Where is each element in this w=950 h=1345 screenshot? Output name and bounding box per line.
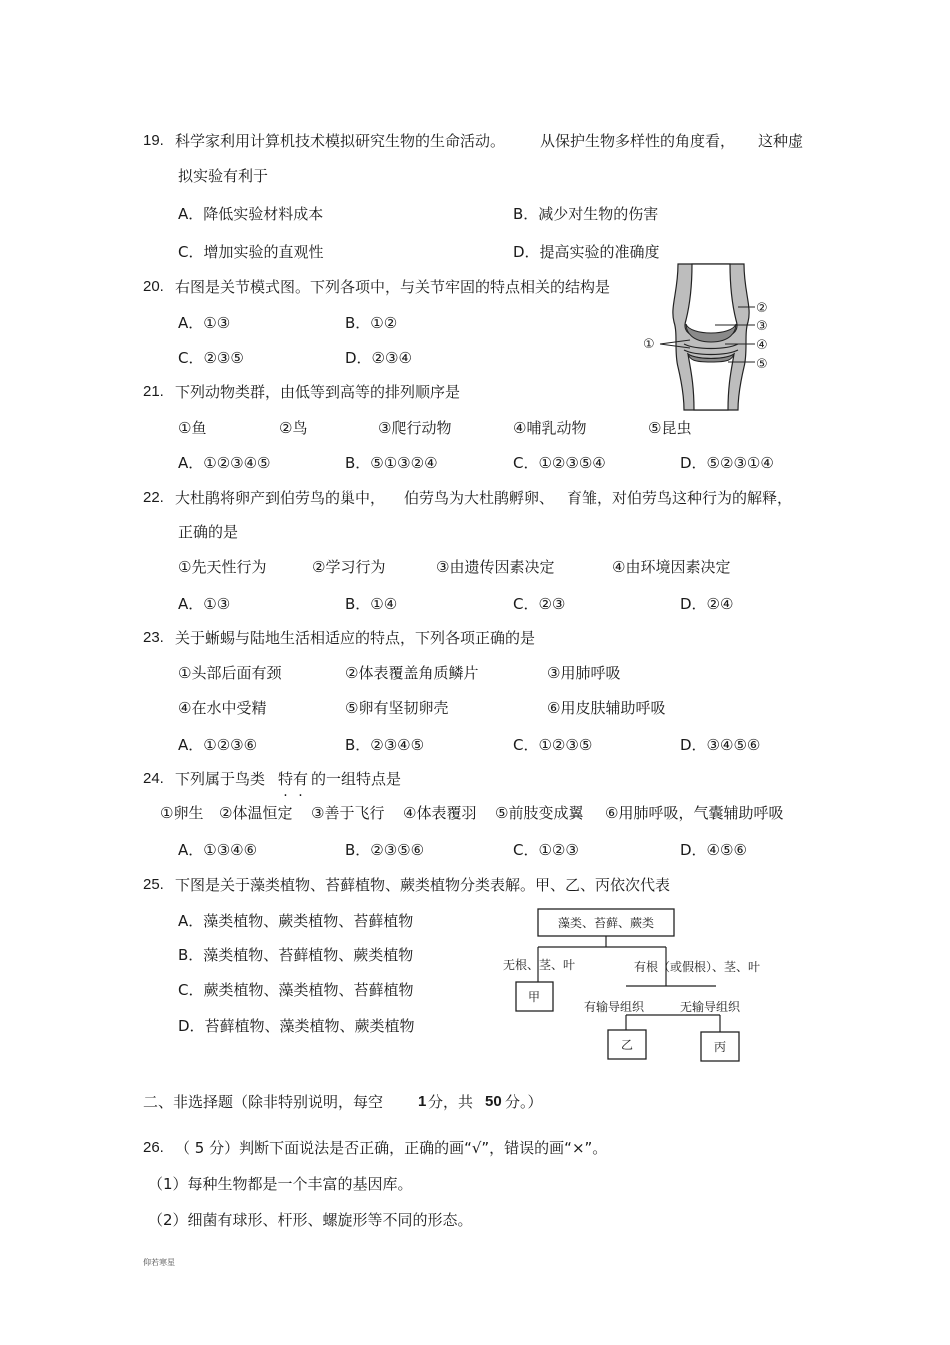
sub-left-label: 有输导组织 bbox=[584, 1000, 645, 1014]
joint-label-2: ② bbox=[756, 301, 768, 316]
q19-stem-part2: 从保护生物多样性的角度看， bbox=[540, 132, 736, 150]
q22-stem-part4: 对伯劳鸟这种行为的解释， bbox=[612, 489, 793, 507]
q25-number: 25. bbox=[143, 876, 164, 893]
q22-option-b: B．①④ bbox=[345, 595, 398, 613]
q24-item-4: ④体表覆羽 bbox=[403, 804, 477, 822]
q24-item-3: ③善于飞行 bbox=[311, 804, 385, 822]
q22-item-2: ②学习行为 bbox=[312, 558, 386, 576]
q26-number: 26. bbox=[143, 1139, 164, 1156]
q24-emphasis-char-1: 特 bbox=[278, 770, 294, 788]
q23-option-c: C．①②③⑤ bbox=[513, 736, 593, 754]
left-branch-label: 无根、茎、叶 bbox=[503, 958, 576, 972]
q26-statement-1: （1）每种生物都是一个丰富的基因库。 bbox=[148, 1175, 413, 1193]
q20-option-c: C．②③⑤ bbox=[178, 349, 244, 367]
sub-right-label: 无输导组织 bbox=[680, 1000, 741, 1014]
q24-item-2: ②体温恒定 bbox=[219, 804, 293, 822]
q22-stem-part2: 伯劳鸟为大杜鹃孵卵、 bbox=[404, 489, 555, 507]
q20-stem: 右图是关节模式图。下列各项中，与关节牢固的特点相关的结构是 bbox=[175, 278, 611, 296]
q22-item-1: ①先天性行为 bbox=[178, 558, 267, 576]
q21-number: 21. bbox=[143, 383, 164, 400]
q20-option-d: D．②③④ bbox=[345, 349, 412, 367]
q20-number: 20. bbox=[143, 278, 164, 295]
classification-diagram bbox=[500, 905, 785, 1065]
q21-option-d: D．⑤②③①④ bbox=[680, 454, 774, 472]
q22-item-4: ④由环境因素决定 bbox=[612, 558, 731, 576]
joint-label-5: ⑤ bbox=[756, 357, 768, 372]
q19-stem-part1: 科学家利用计算机技术模拟研究生物的生命活动。 bbox=[175, 132, 506, 150]
q21-item-5: ⑤昆虫 bbox=[648, 419, 692, 437]
q21-item-2: ②鸟 bbox=[279, 419, 308, 437]
box-jia-label: 甲 bbox=[527, 990, 541, 1004]
q20-option-b: B．①② bbox=[345, 314, 398, 332]
q24-item-5: ⑤前肢变成翼 bbox=[495, 804, 584, 822]
q22-number: 22. bbox=[143, 489, 164, 506]
q26-stem: （ 5 分）判断下面说法是否正确，正确的画“√”，错误的画“×”。 bbox=[175, 1139, 608, 1157]
q23-option-d: D．③④⑤⑥ bbox=[680, 736, 761, 754]
q24-item-1: ①卵生 bbox=[160, 804, 204, 822]
q24-option-c: C．①②③ bbox=[513, 841, 579, 859]
upper-bone bbox=[685, 264, 737, 338]
q25-option-a: A．藻类植物、蕨类植物、苔藓植物 bbox=[178, 912, 414, 930]
q19-option-a: A．降低实验材料成本 bbox=[178, 205, 324, 223]
q25-stem: 下图是关于藻类植物、苔藓植物、蕨类植物分类表解。甲、乙、丙依次代表 bbox=[175, 876, 671, 894]
q21-option-c: C．①②③⑤④ bbox=[513, 454, 606, 472]
q25-option-d: D．苔藓植物、藻类植物、蕨类植物 bbox=[178, 1017, 415, 1035]
q23-option-a: A．①②③⑥ bbox=[178, 736, 258, 754]
q21-item-1: ①鱼 bbox=[178, 419, 207, 437]
section2-part1: 二、非选择题（除非特别说明，每空 bbox=[143, 1093, 384, 1111]
q24-option-b: B．②③⑤⑥ bbox=[345, 841, 425, 859]
q22-stem-part1: 大杜鹃将卵产到伯劳鸟的巢中， bbox=[175, 489, 386, 507]
q19-option-b: B．减少对生物的伤害 bbox=[513, 205, 659, 223]
right-branch-label: 有根（或假根）、茎、叶 bbox=[634, 960, 761, 974]
q23-number: 23. bbox=[143, 629, 164, 646]
q20-option-a: A．①③ bbox=[178, 314, 231, 332]
q22-option-a: A．①③ bbox=[178, 595, 231, 613]
q23-item-1: ①头部后面有颈 bbox=[178, 664, 282, 682]
q24-option-a: A．①③④⑥ bbox=[178, 841, 258, 859]
root-label: 藻类、苔藓、蕨类 bbox=[557, 916, 655, 930]
q24-stem-emphasis bbox=[278, 769, 308, 789]
q21-option-a: A．①②③④⑤ bbox=[178, 454, 271, 472]
q22-item-3: ③由遗传因素决定 bbox=[436, 558, 555, 576]
q21-item-4: ④哺乳动物 bbox=[513, 419, 587, 437]
q23-item-4: ④在水中受精 bbox=[178, 699, 267, 717]
q24-item-6: ⑥用肺呼吸，气囊辅助呼吸 bbox=[605, 804, 784, 822]
q22-option-c: C．②③ bbox=[513, 595, 566, 613]
joint-diagram bbox=[640, 262, 780, 412]
q19-stem-line2: 拟实验有利于 bbox=[178, 167, 269, 185]
box-yi-label: 乙 bbox=[620, 1038, 634, 1052]
q23-option-b: B．②③④⑤ bbox=[345, 736, 425, 754]
q22-stem-line2: 正确的是 bbox=[178, 523, 239, 541]
box-bing-label: 丙 bbox=[713, 1040, 727, 1054]
section2-total: 50 bbox=[485, 1093, 502, 1110]
q24-stem-part3: 的一组特点是 bbox=[311, 770, 402, 788]
q24-emphasis-char-2: 有 bbox=[293, 770, 309, 788]
q21-option-b: B．⑤①③②④ bbox=[345, 454, 438, 472]
q19-option-c: C．增加实验的直观性 bbox=[178, 243, 324, 261]
q23-item-3: ③用肺呼吸 bbox=[547, 664, 621, 682]
q22-option-d: D．②④ bbox=[680, 595, 734, 613]
q23-stem: 关于蜥蜴与陆地生活相适应的特点，下列各项正确的是 bbox=[175, 629, 536, 647]
q21-item-3: ③爬行动物 bbox=[378, 419, 452, 437]
section2-part3: 分。） bbox=[505, 1093, 543, 1111]
q24-number: 24. bbox=[143, 770, 164, 787]
q19-stem-part3: 这种虚 bbox=[758, 132, 804, 150]
joint-label-1: ① bbox=[643, 337, 655, 352]
q23-item-2: ②体表覆盖角质鳞片 bbox=[345, 664, 479, 682]
joint-label-4: ④ bbox=[756, 338, 768, 353]
footer-text: 仰若寒星 bbox=[143, 1258, 175, 1267]
q24-option-d: D．④⑤⑥ bbox=[680, 841, 747, 859]
joint-label-3: ③ bbox=[756, 319, 768, 334]
section2-per-blank: 1 bbox=[418, 1093, 427, 1110]
q23-item-5: ⑤卵有坚韧卵壳 bbox=[345, 699, 449, 717]
q21-stem: 下列动物类群，由低等到高等的排列顺序是 bbox=[175, 383, 461, 401]
section2-part2: 分，共 bbox=[428, 1093, 474, 1111]
q26-statement-2: （2）细菌有球形、杆形、螺旋形等不同的形态。 bbox=[148, 1211, 473, 1229]
q23-item-6: ⑥用皮肤辅助呼吸 bbox=[547, 699, 666, 717]
q25-option-b: B．藻类植物、苔藓植物、蕨类植物 bbox=[178, 946, 414, 964]
q22-stem-part3: 育雏， bbox=[567, 489, 613, 507]
q19-option-d: D．提高实验的准确度 bbox=[513, 243, 660, 261]
q24-stem-part1: 下列属于鸟类 bbox=[175, 770, 266, 788]
q25-option-c: C．蕨类植物、藻类植物、苔藓植物 bbox=[178, 981, 414, 999]
q19-number: 19. bbox=[143, 132, 164, 149]
